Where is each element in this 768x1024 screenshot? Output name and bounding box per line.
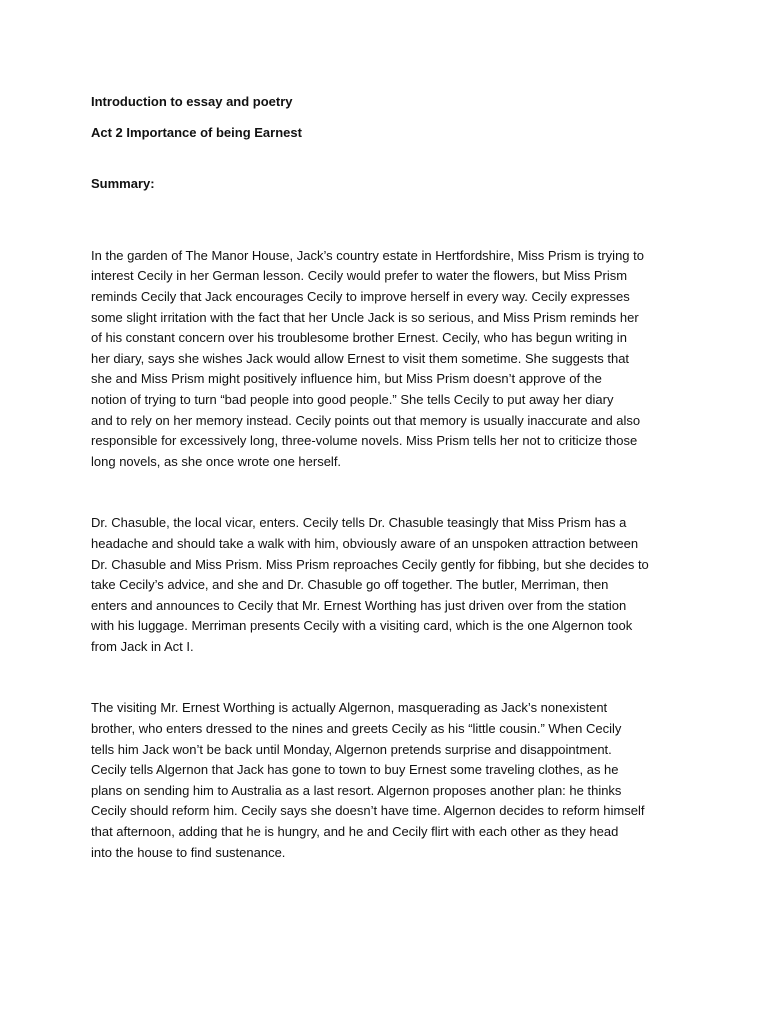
paragraph-line: and to rely on her memory instead. Cecily points out that memory is usually inaccurate and also — [91, 412, 641, 428]
paragraph-line: with his luggage. Merriman presents Cecily with a visiting card, which is the one Algernon took — [91, 618, 633, 634]
paragraph-line: headache and should take a walk with him, obviously aware of an unspoken attraction between — [91, 535, 639, 551]
paragraph-line: into the house to find sustenance. — [91, 844, 286, 860]
paragraph-line: Cecily tells Algernon that Jack has gone to town to buy Ernest some traveling clothes, as he — [91, 762, 619, 778]
paragraph-line: enters and announces to Cecily that Mr. Ernest Worthing has just driven over from the station — [91, 597, 627, 613]
paragraph-line: interest Cecily in her German lesson. Cecily would prefer to water the flowers, but Miss Prism — [91, 268, 628, 284]
paragraph-line: long novels, as she once wrote one herself. — [91, 453, 342, 469]
paragraph-line: Dr. Chasuble, the local vicar, enters. Cecily tells Dr. Chasuble teasingly that Miss Prism has a — [91, 515, 627, 531]
document-page — [91, 92, 691, 863]
paragraph-line: responsible for excessively long, three-volume novels. Miss Prism tells her not to criticize those — [91, 433, 638, 449]
paragraph-line: Cecily should reform him. Cecily says she doesn’t have time. Algernon decides to reform himself — [91, 803, 645, 819]
act-title: Act 2 Importance of being Earnest — [91, 124, 302, 140]
paragraph-line: reminds Cecily that Jack encourages Cecily to improve herself in every way. Cecily expresses — [91, 288, 630, 304]
summary-paragraph-2 — [91, 513, 691, 657]
course-title: Introduction to essay and poetry — [91, 94, 293, 109]
paragraph-line: brother, who enters dressed to the nines and greets Cecily as his “little cousin.” When Cecily — [91, 721, 622, 737]
paragraph-line: notion of trying to turn “bad people into good people.” She tells Cecily to put away her diary — [91, 391, 614, 407]
paragraph-line: from Jack in Act I. — [91, 638, 194, 654]
summary-paragraph-1 — [91, 246, 691, 473]
paragraph-line: Dr. Chasuble and Miss Prism. Miss Prism reproaches Cecily gently for fibbing, but she decides to — [91, 556, 649, 572]
paragraph-line: some slight irritation with the fact that her Uncle Jack is so serious, and Miss Prism reminds her — [91, 309, 639, 325]
paragraph-line: tells him Jack won’t be back until Monday, Algernon pretends surprise and disappointment. — [91, 741, 612, 757]
summary-heading: Summary: — [91, 176, 155, 192]
summary-paragraph-3 — [91, 698, 691, 863]
paragraph-line: take Cecily’s advice, and she and Dr. Chasuble go off together. The butler, Merriman, then — [91, 577, 609, 593]
paragraph-line: her diary, says she wishes Jack would allow Ernest to visit them sometime. She suggests that — [91, 350, 630, 366]
paragraph-line: In the garden of The Manor House, Jack’s country estate in Hertfordshire, Miss Prism is trying to — [91, 247, 644, 263]
paragraph-line: plans on sending him to Australia as a last resort. Algernon proposes another plan: he thinks — [91, 782, 622, 798]
paragraph-line: of his constant concern over his troublesome brother Ernest. Cecily, who has begun writing in — [91, 330, 627, 346]
paragraph-line: The visiting Mr. Ernest Worthing is actually Algernon, masquerading as Jack’s nonexistent — [91, 700, 608, 716]
paragraph-line: she and Miss Prism might positively influence him, but Miss Prism doesn’t approve of the — [91, 371, 602, 387]
paragraph-line: that afternoon, adding that he is hungry, and he and Cecily flirt with each other as they head — [91, 824, 619, 840]
